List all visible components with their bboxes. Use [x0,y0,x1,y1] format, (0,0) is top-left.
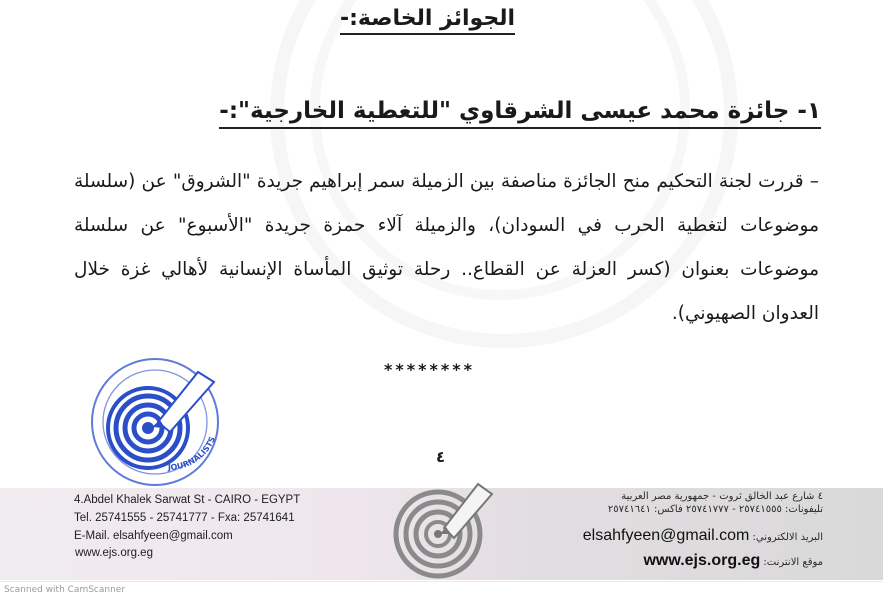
scanner-strip [0,581,883,603]
footer-website-label-ar: موقع الانترنت: [763,557,823,568]
footer-email-ar-row [583,527,823,545]
syndicate-stamp [70,352,230,491]
award-heading: ١- جائزة محمد عيسى الشرقاوي "للتغطية الخارجية":- [219,98,821,129]
footer-phone-en: Tel. 25741555 - 25741777 - Fxa: 25741641 [74,512,295,524]
award-body-text: – قررت لجنة التحكيم منح الجائزة مناصفة بين الزميلة سمر إبراهيم جريدة "الشروق" عن (سلسلة موضوعات لتغطية الحرب في السودان)، والزميلة آلاء حمزة جريدة "الأسبوع" عن سلسلة موضوعات بعنوان (كسر العزلة عن القطاع.. رحلة توثيق المأساة الإنسانية لأهالي غزة خلال العدوان الصهيوني). [74,171,819,324]
footer-contact-en [74,491,300,545]
footer-website-ar: www.ejs.org.eg [643,552,761,569]
footer-email-ar: elsahfyeen@gmail.com [582,527,750,544]
footer-phone-ar: تليفونات: ٢٥٧٤١٥٥٥ - ٢٥٧٤١٧٧٧ فاكس: ٢٥٧٤١٦٤١ [607,504,823,515]
syndicate-logo [380,476,500,590]
footer-email-en: E-Mail. elsahfyeen@gmail.com [74,530,233,542]
footer-email-label-ar: البريد الالكتروني: [752,532,823,543]
separator-asterisks: ******** [384,360,475,379]
footer-website-ar-row [643,552,823,570]
footer-address-ar: ٤ شارع عبد الخالق ثروت - جمهورية مصر العربية [621,491,823,502]
scanner-watermark: Scanned with CamScanner [4,585,126,595]
section-title: الجوائز الخاصة:- [340,6,515,35]
footer-contact-ar [608,490,823,516]
footer-website-en: www.ejs.org.eg [75,547,153,559]
stamp-arc-text: JOURNALISTS [167,435,218,473]
page-number: ٤ [436,448,446,466]
footer-address-en: 4.Abdel Khalek Sarwat St - CAIRO - EGYPT [74,494,301,506]
